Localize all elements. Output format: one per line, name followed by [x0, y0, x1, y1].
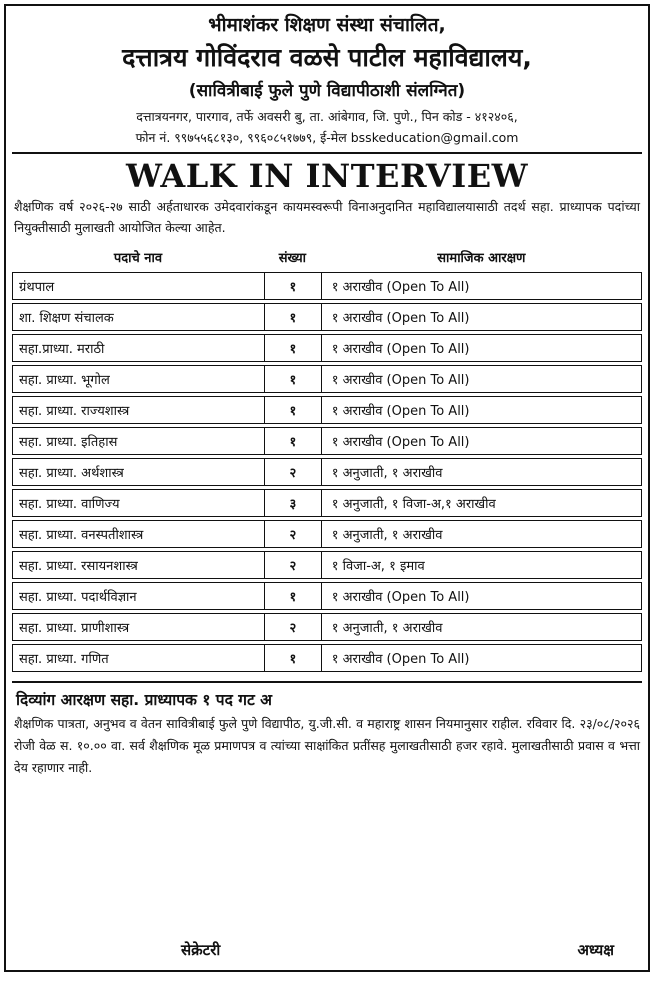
table-row	[12, 365, 642, 393]
reservation-cell: १ अराखीव (Open To All)	[321, 396, 642, 424]
post-name-cell: शा. शिक्षण संचालक	[12, 303, 264, 331]
post-name-cell: सहा. प्राध्या. वाणिज्य	[12, 489, 264, 517]
president-signature: अध्यक्ष	[577, 941, 614, 959]
table-row	[12, 272, 642, 300]
post-name-cell: सहा. प्राध्या. राज्यशास्त्र	[12, 396, 264, 424]
post-name-cell: सहा. प्राध्या. अर्थशास्त्र	[12, 458, 264, 486]
header-post-name: पदाचे नाव	[113, 251, 163, 266]
reservation-cell: १ अराखीव (Open To All)	[321, 272, 642, 300]
terms-text: शैक्षणिक पात्रता, अनुभव व वेतन सावित्रीबाई फुले पुणे विद्यापीठ, यु.जी.सी. व महाराष्ट्र शासन नियमानुसार राहील. रविवार दि. २३/०८/२०२६ रोजी वेळ स. १०.०० वा. सर्व शैक्षणिक मूळ प्रमाणपत्र व त्यांच्या साक्षांकित प्रतींसह मुलाखतीसाठी हजर रहावे. मुलाखतीसाठी प्रवास व भत्ता देय रहाणार नाही.	[14, 716, 640, 775]
secretary-signature: सेक्रेटरी	[181, 941, 221, 959]
table-row	[12, 427, 642, 455]
count-cell: २	[264, 458, 321, 486]
table-row	[12, 303, 642, 331]
post-name-cell: सहा. प्राध्या. इतिहास	[12, 427, 264, 455]
table-row	[12, 613, 642, 641]
count-cell: २	[264, 551, 321, 579]
post-name-cell: सहा. प्राध्या. वनस्पतीशास्त्र	[12, 520, 264, 548]
count-cell: २	[264, 520, 321, 548]
reservation-cell: १ अराखीव (Open To All)	[321, 644, 642, 672]
post-name-cell: सहा.प्राध्या. मराठी	[12, 334, 264, 362]
count-cell: १	[264, 334, 321, 362]
count-cell: १	[264, 582, 321, 610]
reservation-cell: १ अराखीव (Open To All)	[321, 365, 642, 393]
reservation-cell: १ अनुजाती, १ अराखीव	[321, 520, 642, 548]
affiliation: (सावित्रीबाई फुले पुणे विद्यापीठाशी संलग्नित)	[188, 81, 466, 101]
reservation-cell: १ अराखीव (Open To All)	[321, 303, 642, 331]
table-header-row	[12, 245, 642, 269]
table-row	[12, 489, 642, 517]
post-name-cell: सहा. प्राध्या. प्राणीशास्त्र	[12, 613, 264, 641]
table-row	[12, 644, 642, 672]
post-name-cell: ग्रंथपाल	[12, 272, 264, 300]
table-row	[12, 334, 642, 362]
intro-text: शैक्षणिक वर्ष २०२६-२७ साठी अर्हताधारक उमेदवारांकडून कायमस्वरूपी विनाअनुदानित महाविद्यालयासाठी तदर्थ सहा. प्राध्यापक पदांच्या नियुक्तीसाठी मुलाखती आयोजित केल्या आहेत.	[14, 199, 640, 235]
count-cell: १	[264, 365, 321, 393]
count-cell: १	[264, 303, 321, 331]
address: दत्तात्रयनगर, पारगाव, तर्फे अवसरी बु, ता. आंबेगाव, जि. पुणे., पिन कोड - ४१२४०६,	[136, 109, 518, 124]
count-cell: १	[264, 272, 321, 300]
reservation-cell: १ अराखीव (Open To All)	[321, 427, 642, 455]
count-cell: ३	[264, 489, 321, 517]
header-count: संख्या	[278, 251, 306, 266]
reservation-cell: १ अनुजाती, १ विजा-अ,१ अराखीव	[321, 489, 642, 517]
divider	[12, 152, 642, 154]
count-cell: २	[264, 613, 321, 641]
table-row	[12, 458, 642, 486]
posts-table	[12, 242, 642, 675]
signatures	[6, 940, 648, 964]
count-cell: १	[264, 396, 321, 424]
contact-details: फोन नं. ९९७५५६८१३०, ९९६०८५१७७९, ई-मेल bsskeducation@gmail.com	[135, 130, 519, 145]
table-row	[12, 551, 642, 579]
table-row	[12, 520, 642, 548]
reservation-cell: १ अराखीव (Open To All)	[321, 582, 642, 610]
post-name-cell: सहा. प्राध्या. गणित	[12, 644, 264, 672]
banner-title: WALK IN INTERVIEW	[125, 157, 529, 195]
advertisement	[4, 4, 650, 972]
disability-note: दिव्यांग आरक्षण सहा. प्राध्यापक १ पद गट अ	[16, 691, 273, 709]
table-row	[12, 582, 642, 610]
count-cell: १	[264, 427, 321, 455]
reservation-cell: १ विजा-अ, १ इमाव	[321, 551, 642, 579]
count-cell: १	[264, 644, 321, 672]
table-row	[12, 396, 642, 424]
reservation-cell: १ अनुजाती, १ अराखीव	[321, 613, 642, 641]
post-name-cell: सहा. प्राध्या. रसायनशास्त्र	[12, 551, 264, 579]
post-name-cell: सहा. प्राध्या. पदार्थविज्ञान	[12, 582, 264, 610]
society-name: भीमाशंकर शिक्षण संस्था संचालित,	[208, 14, 446, 36]
reservation-cell: १ अनुजाती, १ अराखीव	[321, 458, 642, 486]
college-name: दत्तात्रय गोविंदराव वळसे पाटील महाविद्यालय,	[122, 43, 532, 72]
divider	[12, 681, 642, 683]
header-reservation: सामाजिक आरक्षण	[437, 251, 526, 266]
reservation-cell: १ अराखीव (Open To All)	[321, 334, 642, 362]
post-name-cell: सहा. प्राध्या. भूगोल	[12, 365, 264, 393]
